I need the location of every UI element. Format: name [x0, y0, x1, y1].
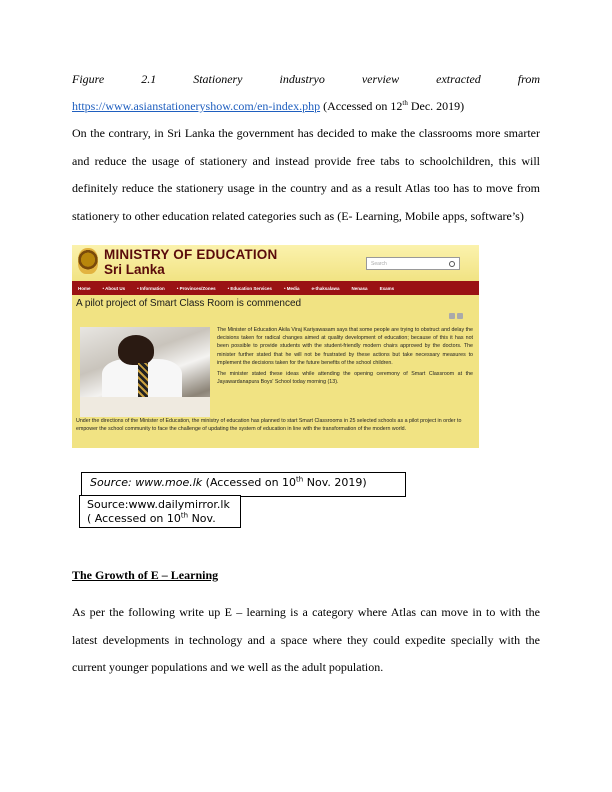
paragraph-line: definitely reduce the stationery usage in the country and as a result Atlas too has to move from — [72, 181, 540, 195]
moe-header — [72, 245, 479, 281]
moe-article-body — [217, 326, 473, 389]
moe-headline: A pilot project of Smart Class Room is commenced — [76, 298, 302, 309]
moe-nav-item: • Information — [137, 285, 165, 291]
caption-word: Figure — [72, 72, 105, 86]
moe-article-paragraph: Under the directions of the Minister of Education, the ministry of education has planned to start Smart Classrooms in 25 selected schools as a pilot project in order to empower the school community to face the challenge of updating the system of education in line with the transformation of the modern world. — [76, 418, 462, 433]
caption-word: industryo — [279, 72, 325, 86]
source-accessed-suffix: Nov. — [188, 512, 216, 525]
figure-caption — [72, 72, 540, 87]
paragraph-line: current younger populations and we well as the adult population. — [72, 660, 384, 674]
moe-nav-item: • Provinces/Zones — [176, 285, 216, 291]
section-heading: The Growth of E – Learning — [72, 568, 219, 582]
source-box-moe — [81, 472, 406, 497]
source-accessed-prefix: ( Accessed on 10 — [87, 512, 181, 525]
moe-search-input — [366, 257, 460, 270]
paragraph-line: On the contrary, in Sri Lanka the government has decided to make the classrooms more smarter — [72, 126, 540, 140]
moe-title: MINISTRY OF EDUCATION — [104, 247, 278, 262]
moe-nav-item: Home — [78, 285, 91, 291]
source-accessed-suffix: Nov. 2019) — [303, 476, 367, 489]
student-photo — [80, 327, 210, 417]
source-accessed-prefix: (Accessed on 10 — [202, 476, 297, 489]
accessed-sup: th — [402, 99, 408, 107]
moe-search-placeholder: Search — [371, 261, 387, 267]
accessed-prefix: (Accessed on 12 — [320, 99, 403, 113]
caption-word: 2.1 — [141, 72, 157, 86]
source-accessed-line — [87, 512, 240, 526]
print-icon — [449, 313, 455, 319]
paragraph-elearning — [72, 599, 540, 682]
paragraph-line: As per the following write up E – learning is a category where Atlas can move in to with the — [72, 605, 540, 619]
moe-nav-item: Nenasa — [351, 285, 368, 291]
moe-nav-item: • Education Services — [227, 285, 272, 291]
source-link[interactable]: https://www.asianstationeryshow.com/en-index.php — [72, 99, 321, 113]
source-label: Source: www.moe.lk — [90, 476, 203, 489]
moe-article-paragraph: The minister stated these ideas while attending the opening ceremony of Smart Classroom at the Jayawardanapura Boys' School today morning (13). — [217, 371, 473, 386]
paragraph-line: and reduce the usage of stationery and instead provide free tabs to schoolchildren, this will — [72, 153, 540, 168]
caption-source-line — [72, 99, 464, 114]
moe-nav-item: Exams — [379, 285, 395, 291]
moe-website-screenshot — [72, 245, 479, 448]
print-email-icons — [449, 313, 463, 319]
moe-nav-item: • Media — [283, 285, 300, 291]
search-icon — [449, 261, 455, 267]
source-accessed-sup: th — [180, 511, 189, 520]
caption-word: from — [517, 72, 540, 86]
caption-word: extracted — [436, 72, 481, 86]
email-icon — [457, 313, 463, 319]
moe-nav-item: • About Us — [102, 285, 126, 291]
moe-nav-item: e-thaksalawa — [311, 285, 340, 291]
paragraph-line: stationery to other education related categories such as (E- Learning, Mobile apps, software’s) — [72, 208, 524, 223]
source-line: Source:www.dailymirror.lk — [87, 498, 230, 511]
caption-word: verview — [361, 72, 400, 86]
sri-lanka-emblem-icon — [78, 248, 98, 274]
source-accessed-sup: th — [296, 475, 304, 484]
source-box-dailymirror — [79, 495, 241, 528]
moe-nav-bar — [72, 281, 479, 295]
paragraph-smart-classrooms — [72, 120, 540, 230]
moe-article-paragraph: The Minister of Education Akila Viraj Kariyawasam says that some people are trying to obstruct and delay the decisions taken for radical changes aimed at quality development of education; because of this it has not been possible to provide students with the student-friendly modern chairs approved by the doctors. The minister further stated that he will not be frustrated by these actions but take necessary measures to implement the decisions taken for the future benefits of the school children. — [217, 327, 473, 366]
caption-word: Stationery — [193, 72, 243, 86]
paragraph-line: latest developments in technology and a space where they could expedite specially with the — [72, 632, 540, 647]
moe-subtitle: Sri Lanka — [104, 262, 165, 277]
accessed-suffix: Dec. 2019) — [407, 99, 465, 113]
